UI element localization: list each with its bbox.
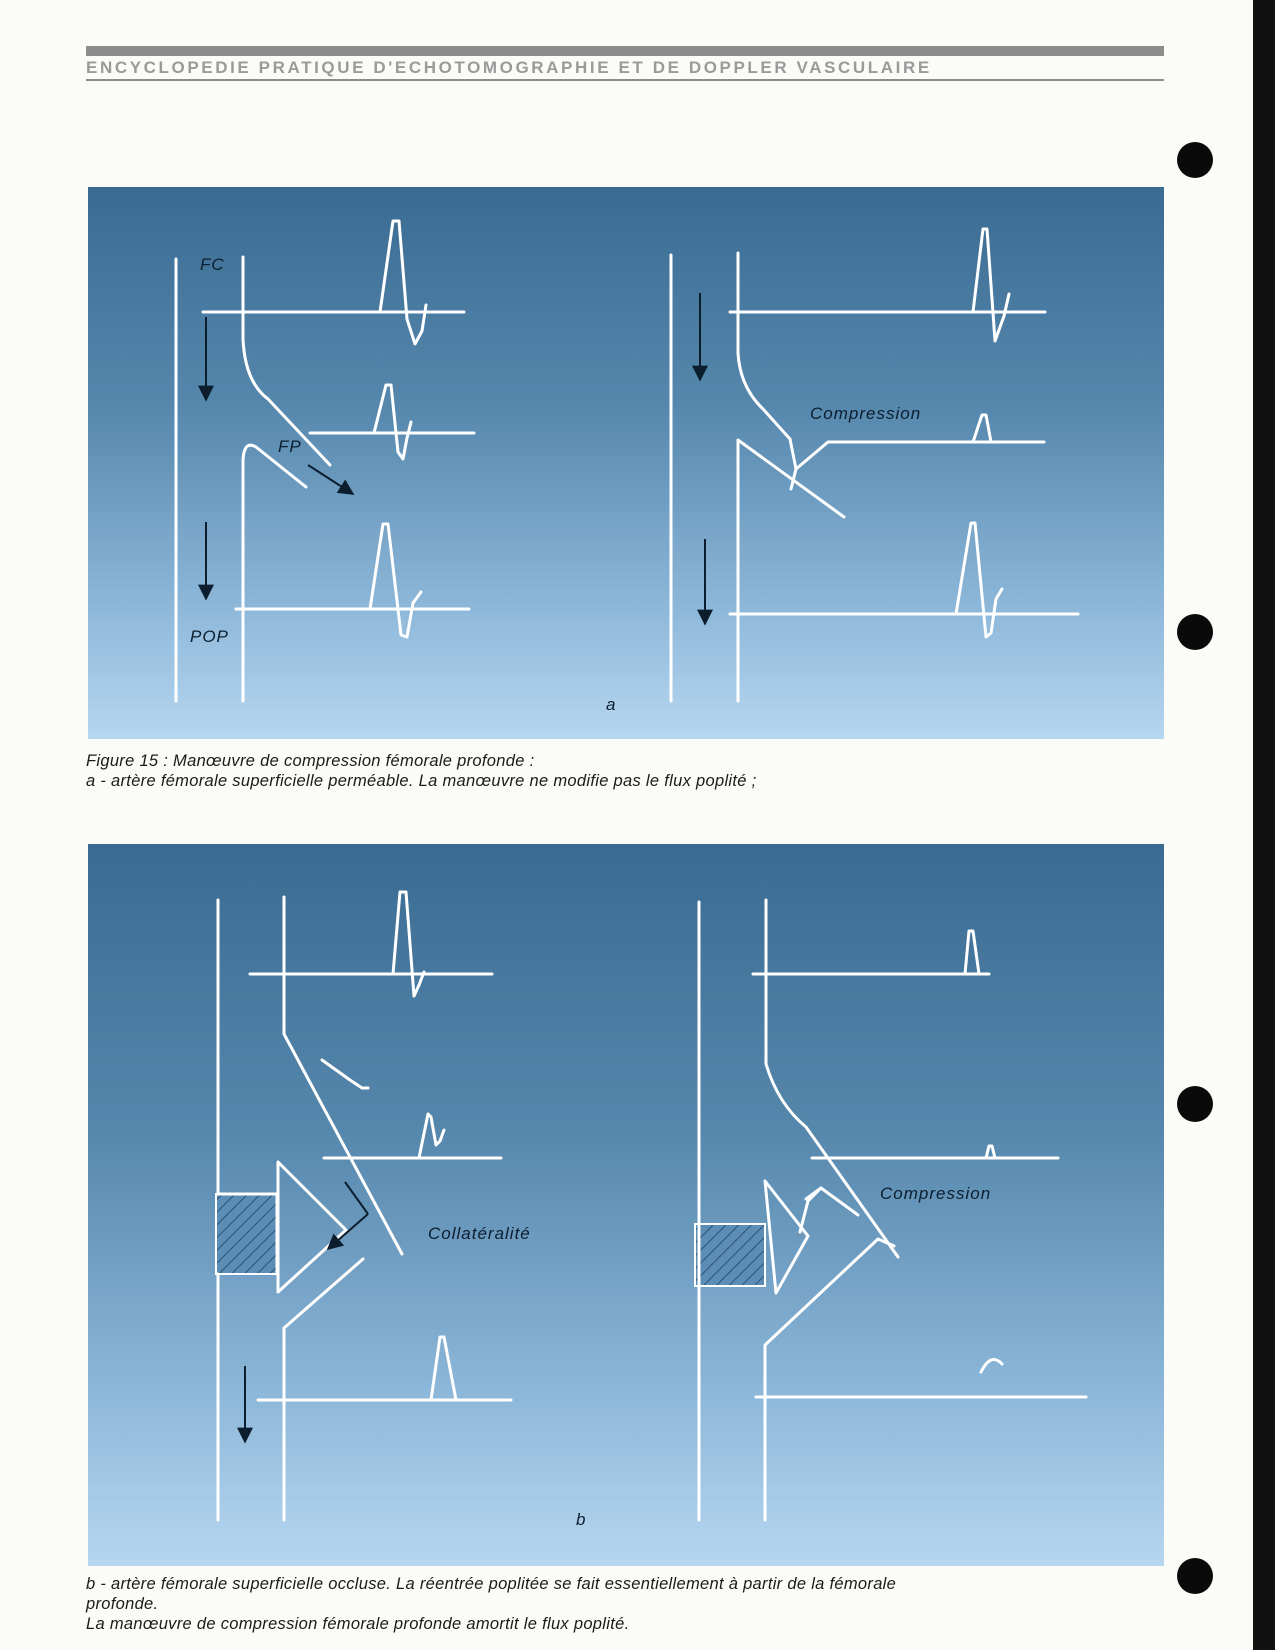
caption-b [86, 1574, 1176, 1634]
caption-b-line: b - artère fémorale superficielle occluse. La réentrée poplitée se fait essentiellement à partir de la fémorale [86, 1575, 897, 1593]
label-compression: Compression [810, 404, 922, 423]
caption-a [86, 751, 1176, 791]
figure-a-drawing [88, 187, 1164, 739]
label-fp: FP [278, 437, 302, 456]
punch-hole [1177, 1558, 1213, 1594]
figure-a-panel [88, 187, 1164, 739]
punch-hole [1177, 142, 1213, 178]
panel-letter-b: b [576, 1510, 587, 1529]
header-bar [86, 46, 1164, 56]
label-compression: Compression [880, 1184, 992, 1203]
caption-a-line: a - artère fémorale superficielle perméable. La manœuvre ne modifie pas le flux poplité ; [86, 772, 757, 790]
punch-hole [1177, 614, 1213, 650]
caption-a-line: Figure 15 : Manœuvre de compression fémorale profonde : [86, 752, 535, 770]
page-edge [1253, 0, 1275, 1650]
header-rule [86, 79, 1164, 81]
label-fc: FC [200, 255, 225, 274]
figure-b-drawing [88, 844, 1164, 1566]
label-collateralite: Collatéralité [428, 1224, 531, 1243]
caption-b-line: La manœuvre de compression fémorale profonde amortit le flux poplité. [86, 1615, 630, 1633]
running-header: ENCYCLOPEDIE PRATIQUE D'ECHOTOMOGRAPHIE ET DE DOPPLER VASCULAIRE [86, 58, 932, 77]
figure-b-panel [88, 844, 1164, 1566]
caption-b-line: profonde. [86, 1595, 159, 1613]
panel-letter-a: a [606, 695, 617, 714]
punch-hole [1177, 1086, 1213, 1122]
label-pop: POP [190, 627, 229, 646]
